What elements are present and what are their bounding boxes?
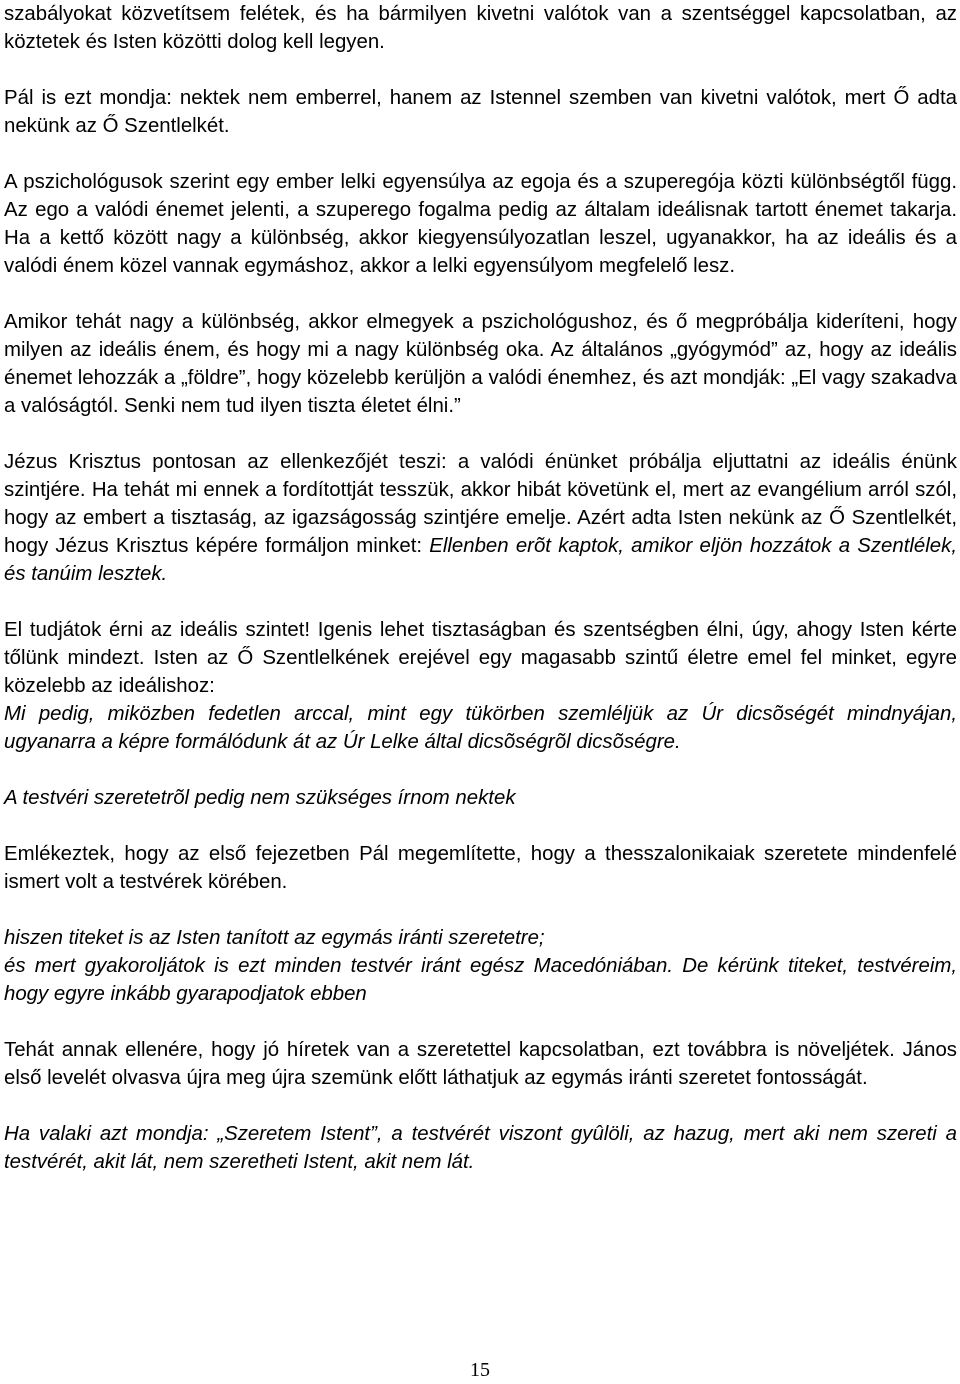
document-page [4,0,957,1204]
paragraph-6-text: El tudjátok érni az ideális szintet! Igenis lehet tisztaságban és szentségben élni, úgy, ahogy Isten kérte tőlünk mindezt. Isten az Ő Szentlelkének erejével egy magasabb szintű életre emel fel minket, egyre közelebb az ideálishoz: [4,619,957,697]
paragraph-13-text: Ha valaki azt mondja: „Szeretem Istent”, a testvérét viszont gyûlöli, az hazug, mert aki nem szereti a testvérét, akit lát, nem szeretheti Istent, akit nem lát. [4,1123,957,1173]
paragraph-11-text: és mert gyakoroljátok is ezt minden testvér iránt egész Macedóniában. De kérünk titeket, testvéreim, hogy egyre inkább gyarapodjatok ebben [4,955,957,1005]
paragraph-9 [4,840,957,896]
paragraph-5 [4,448,957,588]
paragraph-7-text: Mi pedig, miközben fedetlen arccal, mint egy tükörben szemléljük az Úr dicsõségét mindnyájan, ugyanarra a képre formálódunk át az Úr Lelke által dicsõségrõl dicsõségre. [4,703,957,753]
paragraph-8-quote [4,784,957,812]
paragraph-8-text: A testvéri szeretetrõl pedig nem szükséges írnom nektek [4,787,516,809]
paragraph-12-text: Tehát annak ellenére, hogy jó híretek van a szeretettel kapcsolatban, ezt továbbra is növeljétek. János első levelét olvasva újra meg újra szemünk előtt láthatjuk az egymás iránti szeretet fontosságát. [4,1039,957,1089]
paragraph-13-quote [4,1120,957,1176]
paragraph-9-text: Emlékeztek, hogy az első fejezetben Pál megemlítette, hogy a thesszalonikaiak szeretete mindenfelé ismert volt a testvérek körében. [4,843,957,893]
paragraph-4-text: Amikor tehát nagy a különbség, akkor elmegyek a pszichológushoz, és ő megpróbálja kideríteni, hogy milyen az ideális énem, és hogy mi a nagy különbség oka. Az általános „gyógymód” az, hogy az ideális énemet lehozzák a „földre”, hogy közelebb kerüljön a valódi énemhez, és azt mondják: „El vagy szakadva a valóságtól. Senki nem tud ilyen tiszta életet élni.” [4,311,957,417]
page-number: 15 [470,1359,490,1381]
paragraph-10-quote [4,924,957,952]
paragraph-5-text: Jézus Krisztus pontosan az ellenkezőjét teszi: a valódi énünket próbálja eljuttatni az ideális énünk szintjére. Ha tehát mi ennek a fordítottját tesszük, akkor hibát követünk el, mert az evangélium arról szól, hogy az embert a tisztaság, az igazságosság szintjére emelje. Azért adta Isten nekünk az Ő Szentlelkét, hogy Jézus Krisztus képére formáljon minket: [4,451,957,557]
paragraph-3-text: A pszichológusok szerint egy ember lelki egyensúlya az egoja és a szuperegója közti különbségtől függ. Az ego a valódi énemet jelenti, a szuperego fogalma pedig az általam ideálisnak tartott énemet takarja. Ha a kettő között nagy a különbség, akkor kiegyensúlyozatlan leszel, ugyanakkor, ha az ideális és a valódi énem közel vannak egymáshoz, akkor a lelki egyensúlyom megfelelő lesz. [4,171,957,277]
paragraph-1 [4,0,957,56]
paragraph-2 [4,84,957,140]
paragraph-3 [4,168,957,280]
paragraph-10-text: hiszen titeket is az Isten tanított az egymás iránti szeretetre; [4,927,545,949]
paragraph-11-quote [4,952,957,1008]
paragraph-4 [4,308,957,420]
paragraph-6 [4,616,957,700]
paragraph-5-quote: Ellenben erõt kaptok, amikor eljön hozzátok a Szentlélek, és tanúim lesztek. [4,535,957,585]
paragraph-7-quote [4,700,957,756]
paragraph-12 [4,1036,957,1092]
paragraph-1-text: szabályokat közvetítsem felétek, és ha bármilyen kivetni valótok van a szentséggel kapcsolatban, az köztetek és Isten közötti dolog kell legyen. [4,3,957,53]
paragraph-2-text: Pál is ezt mondja: nektek nem emberrel, hanem az Istennel szemben van kivetni valótok, mert Ő adta nekünk az Ő Szentlelkét. [4,87,957,137]
